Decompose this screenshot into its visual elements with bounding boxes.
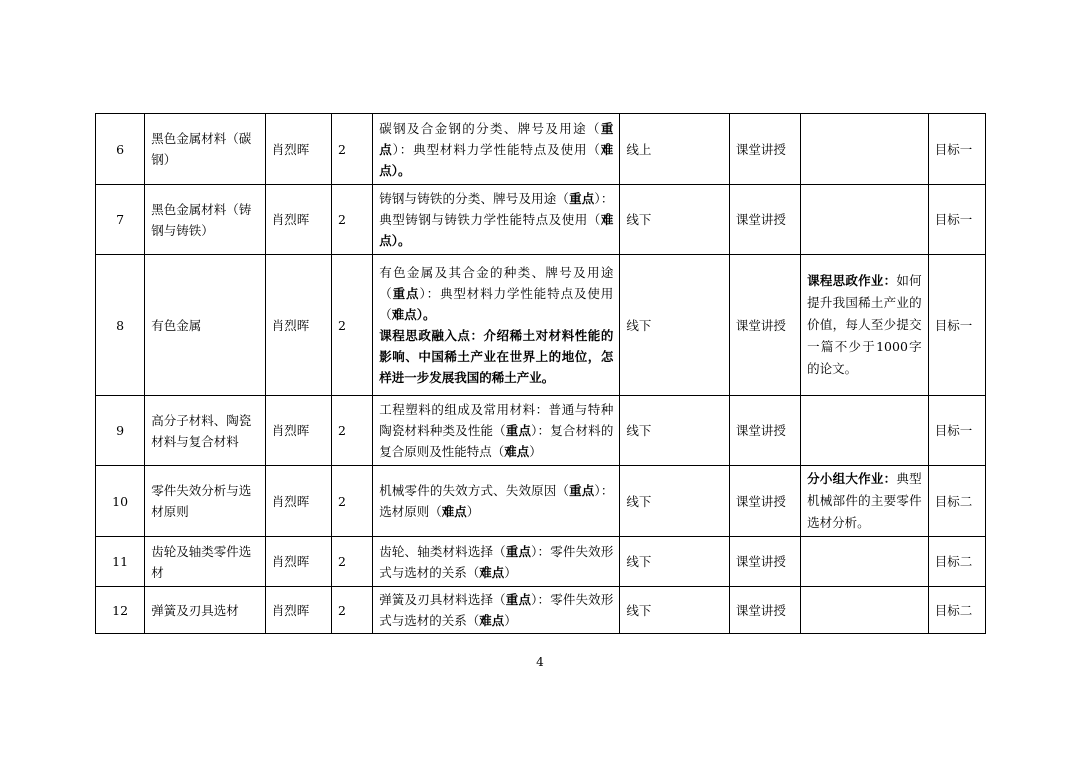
homework-cell	[801, 114, 929, 185]
text-segment: 如何提升我国稀土产业的价值，每人至少提交一篇不少于1000字的论文。	[807, 273, 922, 376]
text-segment: ）	[504, 564, 517, 580]
text-segment: ）	[466, 504, 480, 519]
text-segment: 齿轮、轴类材料选择（	[379, 543, 506, 559]
content-cell	[373, 114, 620, 185]
text-segment: ）：典型材料力学性能特点及使用（	[392, 141, 601, 157]
text-segment: ）	[504, 613, 517, 628]
content-cell	[373, 396, 620, 466]
page-number: 4	[536, 655, 544, 669]
mode-cell: 线下	[620, 396, 729, 466]
mode-cell: 线上	[620, 114, 729, 185]
table-row	[96, 255, 986, 396]
method-cell: 课堂讲授	[729, 537, 800, 587]
emphasis-text: 难点	[391, 307, 417, 322]
goal-cell: 目标二	[928, 537, 985, 587]
text-segment: ）	[529, 444, 542, 459]
row-number-cell: 11	[96, 537, 145, 587]
goal-cell: 目标一	[928, 255, 985, 396]
emphasis-text: 分小组大作业：	[807, 471, 897, 486]
row-number-cell: 9	[96, 396, 145, 466]
homework-cell	[801, 185, 929, 255]
emphasis-text: 难点	[379, 212, 614, 248]
mode-cell: 线下	[620, 587, 729, 634]
course-schedule-table	[95, 113, 986, 634]
topic-cell: 弹簧及刃具选材	[145, 587, 266, 634]
table-row	[96, 396, 986, 466]
text-segment: 典型机械部件的主要零件选材分析。	[807, 471, 922, 530]
homework-cell	[801, 396, 929, 466]
goal-cell: 目标二	[928, 587, 985, 634]
hours-cell: 2	[332, 255, 373, 396]
teacher-cell: 肖烈晖	[265, 466, 331, 537]
text-segment: 弹簧及刃具材料选择（	[379, 592, 506, 607]
emphasis-text: ）。	[391, 233, 411, 248]
teacher-cell: 肖烈晖	[265, 185, 331, 255]
topic-cell: 齿轮及轴类零件选材	[145, 537, 266, 587]
emphasis-text: 重点	[569, 191, 595, 206]
emphasis-text: 重点	[392, 286, 420, 301]
content-cell	[373, 185, 620, 255]
row-number-cell: 7	[96, 185, 145, 255]
method-cell: 课堂讲授	[729, 114, 800, 185]
hours-cell: 2	[332, 185, 373, 255]
homework-cell	[801, 466, 929, 537]
topic-cell: 有色金属	[145, 255, 266, 396]
topic-cell: 黑色金属材料（铸钢与铸铁）	[145, 185, 266, 255]
text-segment: 碳钢及合金钢的分类、牌号及用途（	[379, 120, 601, 136]
hours-cell: 2	[332, 114, 373, 185]
table-row	[96, 114, 986, 185]
goal-cell: 目标一	[928, 114, 985, 185]
method-cell: 课堂讲授	[729, 466, 800, 537]
table-row	[96, 185, 986, 255]
topic-cell: 高分子材料、陶瓷材料与复合材料	[145, 396, 266, 466]
emphasis-text: 难点	[479, 564, 505, 580]
goal-cell: 目标一	[928, 185, 985, 255]
text-segment: 铸钢与铸铁的分类、牌号及用途（	[379, 191, 570, 206]
text-segment: ）：零件失效形式与选材的关系（	[379, 543, 614, 580]
hours-cell: 2	[332, 537, 373, 587]
emphasis-text: 重点	[569, 483, 595, 498]
teacher-cell: 肖烈晖	[265, 255, 331, 396]
emphasis-text: 重点	[379, 120, 614, 157]
text-segment: 有色金属及其合金的种类、牌号及用途（	[379, 265, 614, 301]
homework-cell	[801, 537, 929, 587]
topic-cell: 零件失效分析与选材原则	[145, 466, 266, 537]
method-cell: 课堂讲授	[729, 587, 800, 634]
table-row	[96, 466, 986, 537]
content-cell	[373, 255, 620, 396]
method-cell: 课堂讲授	[729, 396, 800, 466]
emphasis-text: 难点	[479, 613, 505, 628]
emphasis-text: 课程思政作业：	[807, 273, 897, 288]
table-body	[96, 114, 986, 634]
emphasis-text: 重点	[505, 543, 532, 559]
table-row	[96, 587, 986, 634]
text-segment: 工程塑料的组成及常用材料：普通与特种陶瓷材料种类及性能（	[379, 402, 614, 438]
row-number-cell: 10	[96, 466, 145, 537]
content-cell	[373, 466, 620, 537]
content-cell	[373, 587, 620, 634]
method-cell: 课堂讲授	[729, 185, 800, 255]
emphasis-text: 重点	[505, 423, 532, 438]
topic-cell: 黑色金属材料（碳钢）	[145, 114, 266, 185]
text-segment: ）：复合材料的复合原则及性能特点（	[379, 423, 614, 459]
mode-cell: 线下	[620, 537, 729, 587]
row-number-cell: 6	[96, 114, 145, 185]
text-segment: ）：典型材料力学性能特点及使用（	[379, 286, 614, 322]
mode-cell: 线下	[620, 255, 729, 396]
emphasis-text: 难点	[504, 444, 530, 459]
goal-cell: 目标二	[928, 466, 985, 537]
text-segment: ）：零件失效形式与选材的关系（	[379, 592, 614, 628]
emphasis-text: ）。	[416, 307, 436, 322]
mode-cell: 线下	[620, 185, 729, 255]
emphasis-text: 难点	[379, 141, 614, 178]
emphasis-text: ）。	[391, 162, 411, 178]
hours-cell: 2	[332, 466, 373, 537]
text-segment: ）：选材原则（	[379, 483, 614, 519]
text-segment: ）：典型铸钢与铸铁力学性能特点及使用（	[379, 191, 614, 227]
text-segment: 机械零件的失效方式、失效原因（	[379, 483, 570, 498]
hours-cell: 2	[332, 587, 373, 634]
teacher-cell: 肖烈晖	[265, 114, 331, 185]
homework-cell	[801, 255, 929, 396]
teacher-cell: 肖烈晖	[265, 587, 331, 634]
homework-cell	[801, 587, 929, 634]
teacher-cell: 肖烈晖	[265, 396, 331, 466]
hours-cell: 2	[332, 396, 373, 466]
content-cell	[373, 537, 620, 587]
row-number-cell: 8	[96, 255, 145, 396]
table-row	[96, 537, 986, 587]
method-cell: 课堂讲授	[729, 255, 800, 396]
teacher-cell: 肖烈晖	[265, 537, 331, 587]
mode-cell: 线下	[620, 466, 729, 537]
emphasis-text: 课程思政融入点：介绍稀土对材料性能的影响、中国稀土产业在世界上的地位，怎样进一步发展我国的稀土产业。	[379, 328, 614, 385]
goal-cell: 目标一	[928, 396, 985, 466]
emphasis-text: 重点	[505, 592, 532, 607]
emphasis-text: 难点	[441, 504, 467, 519]
row-number-cell: 12	[96, 587, 145, 634]
